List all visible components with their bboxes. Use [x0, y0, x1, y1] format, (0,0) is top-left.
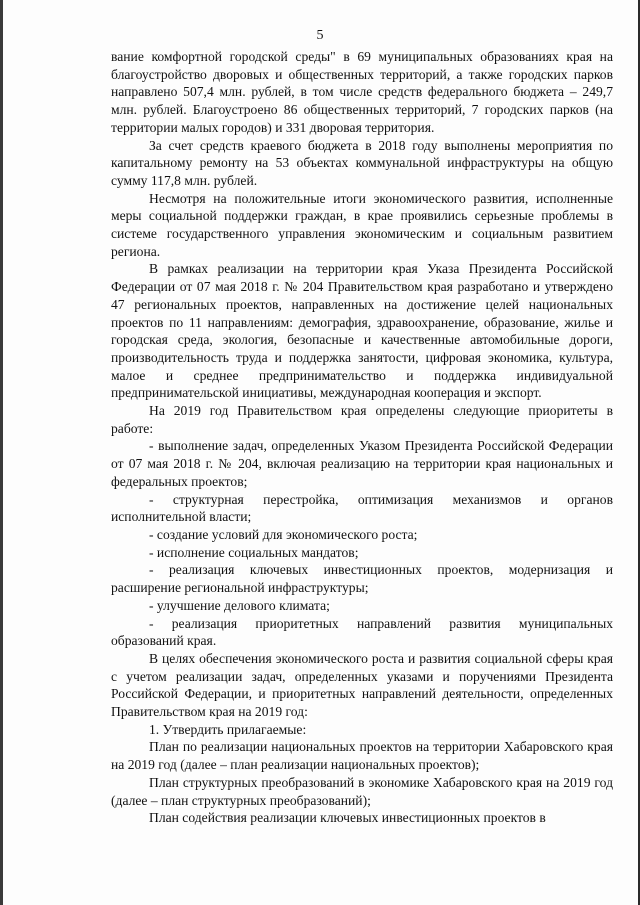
- priority-item-6: - улучшение делового климата;: [149, 597, 330, 613]
- paragraph-2: За счет средств краевого бюджета в 2018 году выполнены мероприятия по капитальному ремонту на 53 объектах коммунальной инфраструктуры на общую сумму 117,8 млн. рублей.: [111, 137, 613, 188]
- priority-item-5: - реализация ключевых инвестиционных проектов, модернизация и расширение региональной инфраструктуры;: [111, 562, 613, 596]
- page-number: 5: [316, 28, 324, 43]
- plan-investment-projects: План содействия реализации ключевых инвестиционных проектов в: [149, 810, 546, 826]
- paragraph-5: На 2019 год Правительством края определены следующие приоритеты в работе:: [111, 403, 613, 436]
- paragraph-1: вание комфортной городской среды" в 69 муниципальных образованиях края на благоустройство дворовых и общественных территорий, а также городских парков направлено 507,4 млн. рублей, в том числе средств федерального бюджета – 249,7 млн. рублей. Благоустроено 86 общественных территорий, 7 городских парков (на территории малых городов) и 331 дворовая территория.: [111, 49, 613, 135]
- resolution-item-1: 1. Утвердить прилагаемые:: [149, 721, 307, 737]
- paragraph-goals: В целях обеспечения экономического роста и развития социальной сферы края с учетом реализации задач, определенных указами и поручениями Президента Российской Федерации, и приоритетных направлений деятельности, определенных Правительством края на 2019 год:: [111, 650, 613, 720]
- priority-item-4: - исполнение социальных мандатов;: [149, 544, 359, 560]
- scan-left-edge: [0, 0, 3, 905]
- paragraph-3: Несмотря на положительные итоги экономического развития, исполненные меры социальной поддержки граждан, в крае проявились серьезные проблемы в системе государственного управления экономическим и социальным развитием региона.: [111, 190, 613, 259]
- paragraph-4: В рамках реализации на территории края Указа Президента Российской Федерации от 07 мая 2018 г. № 204 Правительством края разработано и утверждено 47 региональных проектов, направленных на достижение целей национальных проектов по 11 направлениям: демография, здравоохранение, образование, жилье и городская среда, экология, безопасные и качественные автомобильные дороги, производительность труда и поддержка занятости, цифровая экономика, культура, малое и среднее предпринимательство и поддержка индивидуальной предпринимательской инициативы, международная кооперация и экспорт.: [111, 261, 613, 401]
- plan-national-projects: План по реализации национальных проектов на территории Хабаровского края на 2019 год (далее – план реализации национальных проектов);: [111, 739, 613, 773]
- priority-item-1: - выполнение задач, определенных Указом Президента Российской Федерации от 07 мая 2018 г. № 204, включая реализацию на территории края национальных и федеральных проектов;: [111, 438, 613, 489]
- priority-item-7: - реализация приоритетных направлений развития муниципальных образований края.: [111, 615, 613, 649]
- priority-item-3: - создание условий для экономического роста;: [149, 526, 418, 542]
- document-body: [111, 48, 613, 827]
- priority-item-2: - структурная перестройка, оптимизация механизмов и органов исполнительной власти;: [111, 491, 613, 525]
- plan-structural-reforms: План структурных преобразований в экономике Хабаровского края на 2019 год (далее – план структурных преобразований);: [111, 774, 613, 808]
